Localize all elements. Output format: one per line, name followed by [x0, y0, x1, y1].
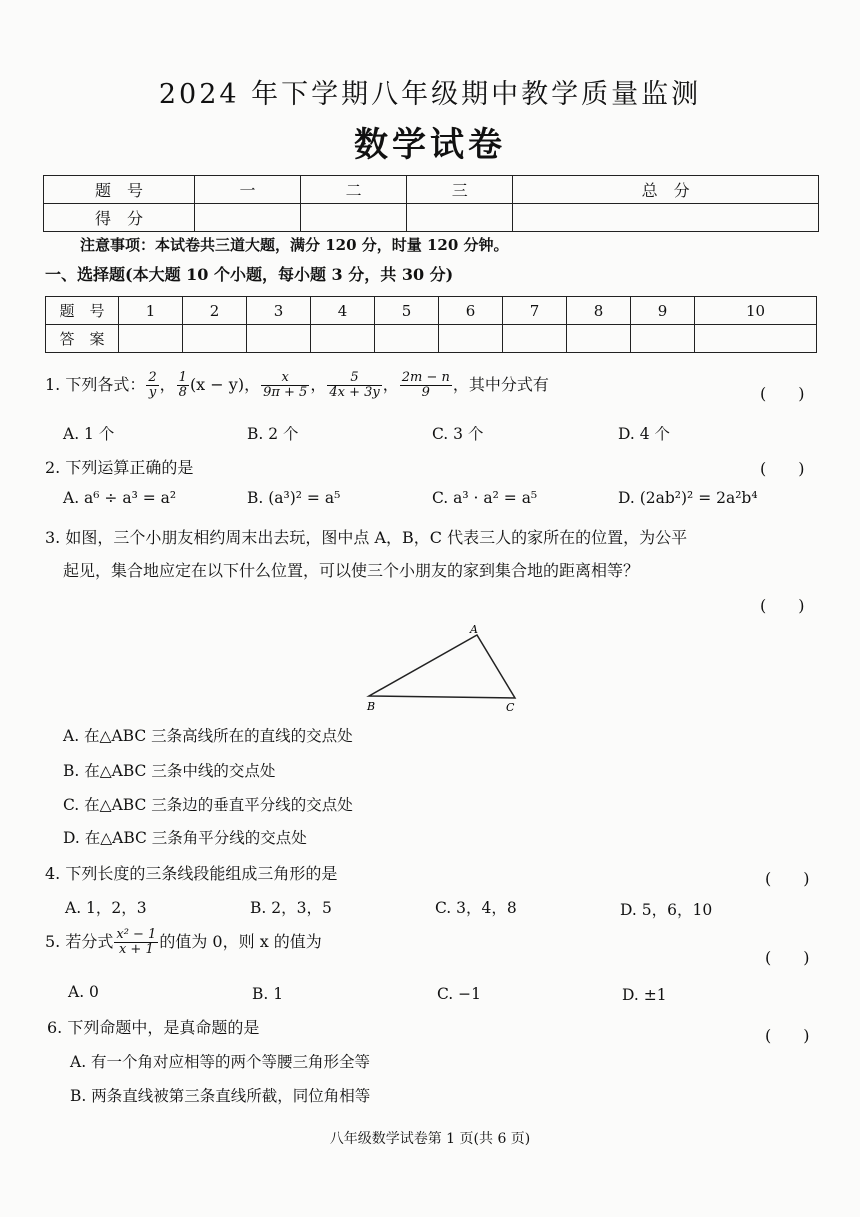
q5-fraction	[114, 928, 158, 957]
q5-option-c: C. −1	[437, 985, 482, 1003]
q4-option-c: C. 3，4，8	[435, 899, 517, 917]
q4-option-a: A. 1，2，3	[65, 899, 147, 917]
answer-number: 3	[247, 297, 311, 325]
q2-option-c: C. a³ · a² = a⁵	[432, 489, 538, 507]
answer-number: 8	[567, 297, 631, 325]
q5-frac-num: x² − 1	[116, 927, 157, 942]
question-6-stem: 6. 下列命题中，是真命题的是	[47, 1018, 260, 1037]
exam-subtitle: 数学试卷	[354, 125, 506, 165]
score-table-header: 题 号	[44, 176, 195, 204]
q1-f5-den: 9	[421, 385, 430, 400]
answer-cell	[375, 325, 439, 353]
answer-number: 9	[631, 297, 695, 325]
q5-prefix: 5. 若分式	[45, 932, 114, 951]
q1-f4-den: 4x + 3y	[329, 385, 380, 400]
answer-table	[45, 296, 817, 353]
answer-cell	[631, 325, 695, 353]
score-table-header: 一	[195, 176, 301, 204]
q3-option-c: C. 在△ABC 三条边的垂直平分线的交点处	[63, 796, 353, 814]
answer-cell	[119, 325, 183, 353]
q2-option-a: A. a⁶ ÷ a³ = a²	[63, 489, 177, 507]
answer-number: 10	[695, 297, 817, 325]
answer-paren: ( )	[765, 1026, 810, 1045]
score-cell	[513, 204, 819, 232]
q1-f1-num: 2	[148, 370, 157, 385]
answer-cell	[311, 325, 375, 353]
point-c-label: C	[506, 701, 515, 714]
answer-number: 7	[503, 297, 567, 325]
score-table-header: 总 分	[513, 176, 819, 204]
q1-f4-num: 5	[327, 371, 381, 386]
q1-f3-den: 9π + 5	[263, 385, 308, 400]
question-3-stem-line-1: 3. 如图，三个小朋友相约周末出去玩，图中点 A，B，C 代表三人的家所在的位置，为公平	[45, 528, 688, 547]
answer-number: 2	[183, 297, 247, 325]
triangle-abc	[369, 635, 515, 698]
question-1-stem: 1. 下列各式： $\frac{2}{y}$ ， $\frac{1}{8}$ (x − y)， $\frac{x}{9\pi + 5}$ ， $\frac{5}{4x + 3y}$ ， $\frac{2m - n}{9}$ ，其中分式有	[45, 370, 549, 400]
q4-option-d: D. 5，6，10	[620, 901, 713, 919]
notice	[80, 234, 509, 255]
answer-paren: ( )	[760, 384, 805, 403]
answer-cell	[503, 325, 567, 353]
q6-option-b: B. 两条直线被第三条直线所截，同位角相等	[70, 1087, 371, 1105]
q6-option-a: A. 有一个角对应相等的两个等腰三角形全等	[70, 1053, 371, 1071]
answer-cell	[439, 325, 503, 353]
question-2-stem: 2. 下列运算正确的是	[45, 458, 194, 477]
q1-prefix: 1. 下列各式：	[45, 375, 146, 394]
notice-label: 注意事项：	[80, 236, 156, 254]
answer-number: 5	[375, 297, 439, 325]
exam-title: 2024 年下学期八年级期中教学质量监测	[158, 79, 702, 110]
answer-paren: ( )	[760, 596, 805, 615]
q3-option-d: D. 在△ABC 三条角平分线的交点处	[63, 829, 307, 847]
score-table-header: 二	[301, 176, 407, 204]
q1-option-b: B. 2 个	[247, 425, 299, 443]
score-cell	[195, 204, 301, 232]
q1-fraction-5	[400, 371, 452, 400]
q5-frac-den: x + 1	[118, 942, 154, 957]
answer-cell	[247, 325, 311, 353]
answer-number: 1	[119, 297, 183, 325]
page-footer: 八年级数学试卷第 1 页(共 6 页)	[329, 1131, 531, 1147]
q1-f1-den: y	[148, 385, 157, 400]
point-b-label: B	[367, 700, 376, 713]
q3-option-b: B. 在△ABC 三条中线的交点处	[63, 762, 276, 780]
q5-option-a: A. 0	[68, 983, 99, 1001]
answer-number: 4	[311, 297, 375, 325]
q1-option-d: D. 4 个	[618, 425, 671, 443]
answer-paren: ( )	[765, 948, 810, 967]
q1-f2-tail: (x − y)，	[189, 375, 261, 394]
answer-table-label: 题 号	[46, 297, 119, 325]
q1-fraction-4	[327, 371, 381, 400]
q1-f5-num: 2m − n	[401, 370, 450, 385]
q4-option-b: B. 2，3，5	[250, 899, 332, 917]
q1-f2-den: 8	[178, 385, 187, 400]
answer-paren: ( )	[760, 459, 805, 478]
q1-suffix: ，其中分式有	[452, 375, 549, 394]
q2-option-d: D. (2ab²)² = 2a²b⁴	[618, 489, 758, 507]
q1-option-a: A. 1 个	[63, 425, 115, 443]
score-table-header: 三	[407, 176, 513, 204]
q5-suffix: 的值为 0，则 x 的值为	[159, 932, 322, 951]
answer-paren: ( )	[765, 869, 810, 888]
q1-f3-num: x	[261, 371, 309, 386]
q1-f2-num: 1	[178, 370, 187, 385]
q5-option-d: D. ±1	[622, 986, 667, 1004]
score-cell	[301, 204, 407, 232]
section-heading: 一、选择题(本大题 10 个小题，每小题 3 分，共 30 分)	[45, 265, 454, 284]
q5-option-b: B. 1	[252, 985, 284, 1003]
answer-number: 6	[439, 297, 503, 325]
answer-cell	[567, 325, 631, 353]
notice-text: 本试卷共三道大题，满分 120 分，时量 120 分钟。	[155, 236, 509, 254]
q1-fraction-3	[261, 371, 309, 400]
q1-fraction-2	[177, 371, 189, 400]
answer-cell	[183, 325, 247, 353]
triangle-diagram	[360, 618, 530, 718]
question-5-stem	[45, 928, 322, 957]
q1-option-c: C. 3 个	[432, 425, 484, 443]
q2-option-b: B. (a³)² = a⁵	[247, 489, 341, 507]
q1-fraction-1	[146, 371, 158, 400]
score-row-label: 得 分	[44, 204, 195, 232]
score-table	[43, 175, 819, 232]
point-a-label: A	[470, 623, 478, 636]
q3-option-a: A. 在△ABC 三条高线所在的直线的交点处	[63, 727, 353, 745]
answer-cell	[695, 325, 817, 353]
answer-row-label: 答 案	[46, 325, 119, 353]
question-4-stem: 4. 下列长度的三条线段能组成三角形的是	[45, 864, 338, 883]
question-3-stem-line-2: 起见，集合地应定在以下什么位置，可以使三个小朋友的家到集合地的距离相等？	[63, 561, 640, 580]
score-cell	[407, 204, 513, 232]
